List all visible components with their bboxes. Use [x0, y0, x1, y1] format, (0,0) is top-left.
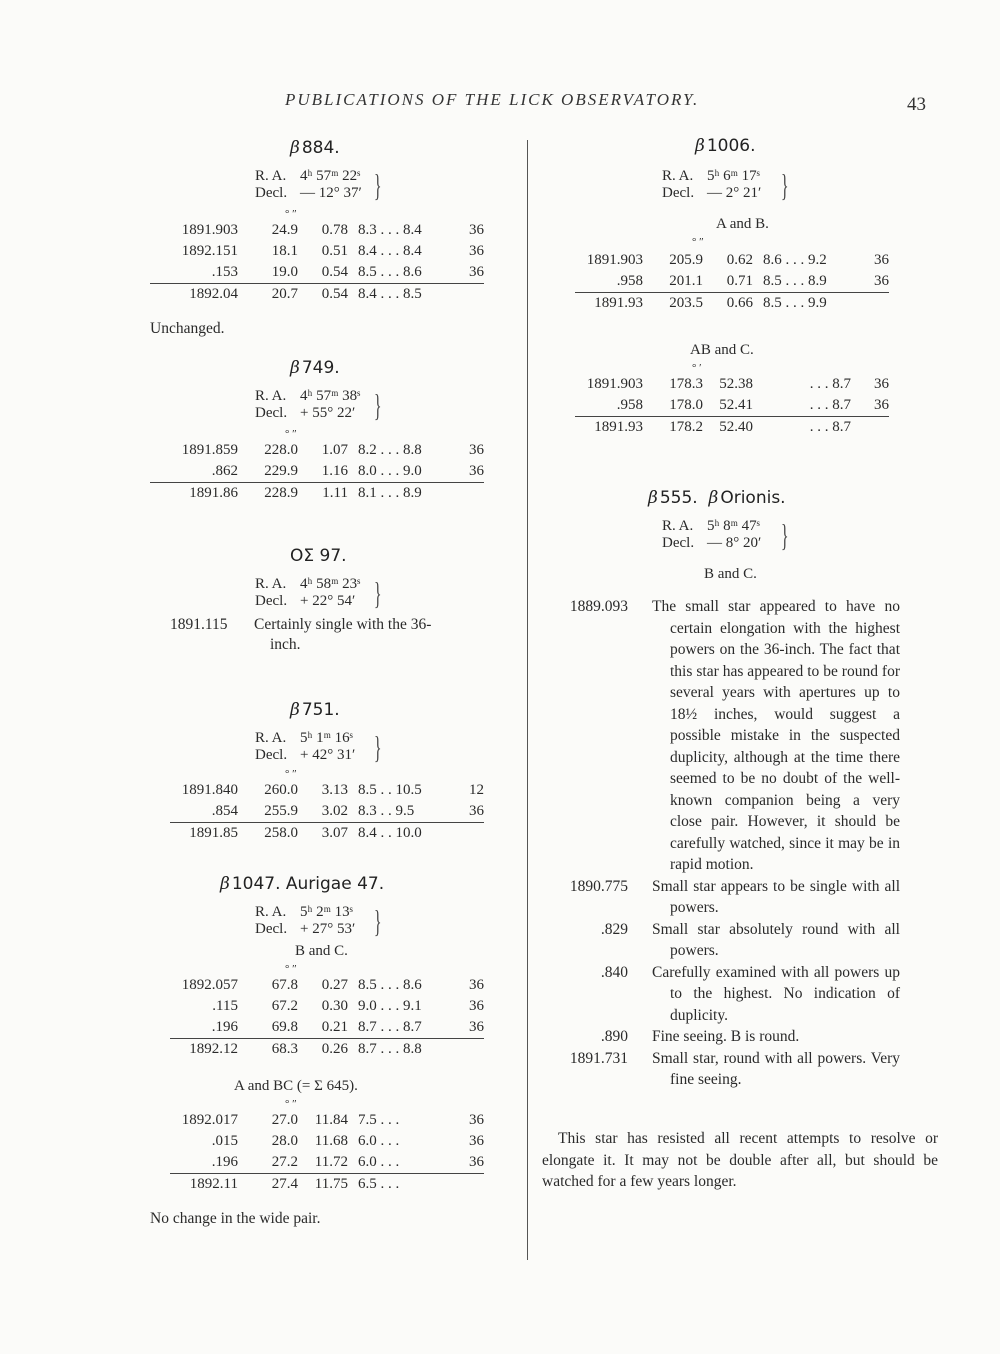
table-row: .196 69.8 0.21 8.7 . . . 8.7 36: [211, 1019, 484, 1035]
star-title: β 751.: [290, 700, 340, 720]
brace-icon: }: [780, 517, 789, 553]
brace-icon: }: [373, 167, 382, 203]
mean-row: 1891.93 178.2 52.40 . . . 8.7: [575, 417, 889, 439]
table-row: 1892.151 18.1 0.51 8.4 . . . 8.4 36: [181, 243, 484, 259]
observation-table: [170, 780, 484, 844]
star-title: β 1047. Aurigae 47.: [220, 874, 385, 894]
coordinates: R. A. Decl. 5ʰ 2ᵐ 13ˢ + 27° 53′ }: [255, 903, 382, 939]
remark-line-1: Certainly single with the 36-: [254, 616, 432, 633]
mean-row: 1892.04 20.7 0.54 8.4 . . . 8.5: [150, 284, 484, 306]
beta-symbol: β: [290, 138, 300, 158]
table-row: 1891.840 260.0 3.13 8.5 . . 10.5 12: [181, 782, 484, 798]
star-title: OΣ 97.: [290, 546, 347, 566]
observation-table: [170, 975, 484, 1060]
component-label: A and B.: [716, 216, 769, 232]
table-row: .015 28.0 11.68 6.0 . . . 36: [211, 1133, 484, 1149]
coordinates: R. A. Decl. 5ʰ 8ᵐ 47ˢ — 8° 20′ }: [662, 517, 789, 553]
right-column: [542, 132, 940, 1190]
observation-table: [150, 440, 484, 504]
table-row: 1891.859 228.0 1.07 8.2 . . . 8.8 36: [181, 442, 484, 458]
star-entry-os97: [150, 510, 500, 658]
table-row: .115 67.2 0.30 9.0 . . . 9.1 36: [212, 998, 484, 1014]
coordinates: R. A. Decl. 5ʰ 1ᵐ 16ˢ + 42° 31′ }: [255, 729, 382, 765]
table-row: 1892.017 27.0 11.84 7.5 . . . 36: [181, 1112, 484, 1128]
observation-table: [170, 1110, 484, 1195]
table-row: .196 27.2 11.72 6.0 . . . 36: [211, 1154, 484, 1170]
running-header: PUBLICATIONS OF THE LICK OBSERVATORY.: [285, 90, 700, 109]
list-item: .840 Carefully examined with all powers up to the highest. No indication of duplicity.: [600, 963, 900, 1024]
mean-row: 1892.12 68.3 0.26 8.7 . . . 8.8: [170, 1039, 484, 1061]
observation-table: [150, 220, 484, 305]
units-row: ° ″: [285, 768, 297, 780]
star-entry-b749: [150, 342, 500, 510]
component-label: A and BC (= Σ 645).: [234, 1078, 358, 1094]
table-row: .153 19.0 0.54 8.5 . . . 8.6 36: [211, 264, 484, 280]
coordinates: R. A. Decl. 4ʰ 57ᵐ 22ˢ — 12° 37′ }: [255, 167, 382, 203]
brace-icon: }: [373, 729, 382, 765]
mean-row: 1891.85 258.0 3.07 8.4 . . 10.0: [170, 823, 484, 845]
coordinates: R. A. Decl. 4ʰ 57ᵐ 38ˢ + 55° 22′ }: [255, 387, 382, 423]
mean-row: 1891.93 203.5 0.66 8.5 . . . 9.9: [575, 293, 889, 315]
component-label: B and C.: [704, 566, 757, 582]
units-row: ° ″: [285, 1098, 297, 1110]
star-entry-b884: [150, 132, 500, 342]
brace-icon: }: [373, 903, 382, 939]
observation-table: [575, 374, 889, 438]
remark-line-2: inch.: [270, 636, 301, 653]
mean-row: 1892.11 27.4 11.75 6.5 . . .: [170, 1174, 484, 1196]
table-row: .958 178.0 52.41 . . . 8.7 36: [616, 397, 889, 413]
brace-icon: }: [373, 575, 382, 611]
star-entry-b751: [150, 658, 500, 841]
units-row: ° ″: [692, 236, 704, 248]
coordinates: R. A. Decl. 5ʰ 6ᵐ 17ˢ — 2° 21′ }: [662, 167, 789, 203]
list-item: 1891.731 Small star, round with all powers. Very fine seeing.: [569, 1049, 900, 1088]
star-entry-b1006: [560, 132, 940, 472]
brace-icon: }: [780, 167, 789, 203]
page-number: 43: [907, 94, 926, 115]
list-item: 1889.093 The small star appeared to have no certain elongation with the highest powers on the 36-inch. The fact that this star has appeared to be round for several years with apertures up to 18½ inches, would suggest a possible mistake in the suspected duplicity, although at the time there seemed to be no doubt of the well-known companion being a very close pair. However, it should be carefully watched, since it may be in rapid motion.: [569, 598, 900, 873]
closing-paragraph: This star has resisted all recent attempts to resolve or elongate it. It may not be double after all, but should be watched for a few years longer.: [542, 1130, 938, 1190]
table-row: .854 255.9 3.02 8.3 . . 9.5 36: [211, 803, 484, 819]
component-label: AB and C.: [690, 342, 754, 358]
table-row: 1892.057 67.8 0.27 8.5 . . . 8.6 36: [181, 977, 484, 993]
mean-row: 1891.86 228.9 1.11 8.1 . . . 8.9: [150, 483, 484, 505]
table-row: 1891.903 178.3 52.38 . . . 8.7 36: [586, 376, 889, 392]
column-divider: [527, 140, 528, 1260]
epoch: 1891.115: [170, 616, 228, 633]
units-row: ° ″: [285, 428, 297, 440]
units-row: ° ′: [692, 362, 702, 374]
list-item: 1890.775 Small star appears to be single with all powers.: [569, 877, 900, 916]
table-row: 1891.903 24.9 0.78 8.3 . . . 8.4 36: [181, 222, 484, 238]
list-item: .890 Fine seeing. B is round.: [600, 1028, 800, 1045]
star-title: β 1006.: [695, 136, 756, 156]
coordinates: R. A. Decl. 4ʰ 58ᵐ 23ˢ + 22° 54′ }: [255, 575, 382, 611]
table-row: 1891.903 205.9 0.62 8.6 . . . 9.2 36: [586, 252, 889, 268]
star-title: β 749.: [290, 358, 340, 378]
observation-table: [575, 250, 889, 314]
star-title: β 555. β Orionis.: [648, 488, 786, 508]
note: Unchanged.: [150, 320, 225, 337]
note: No change in the wide pair.: [150, 1210, 321, 1227]
table-row: .862 229.9 1.16 8.0 . . . 9.0 36: [211, 463, 484, 479]
remarks-list: [540, 596, 900, 1091]
left-column: [150, 132, 500, 1227]
component-label: B and C.: [295, 943, 348, 959]
table-row: .958 201.1 0.71 8.5 . . . 8.9 36: [616, 273, 889, 289]
units-row: ° ″: [285, 208, 297, 220]
star-entry-b1047: [150, 838, 500, 1227]
star-title: β 884.: [290, 138, 340, 158]
brace-icon: }: [373, 387, 382, 423]
list-item: .829 Small star absolutely round with all powers.: [600, 920, 900, 959]
units-row: ° ″: [285, 963, 297, 975]
